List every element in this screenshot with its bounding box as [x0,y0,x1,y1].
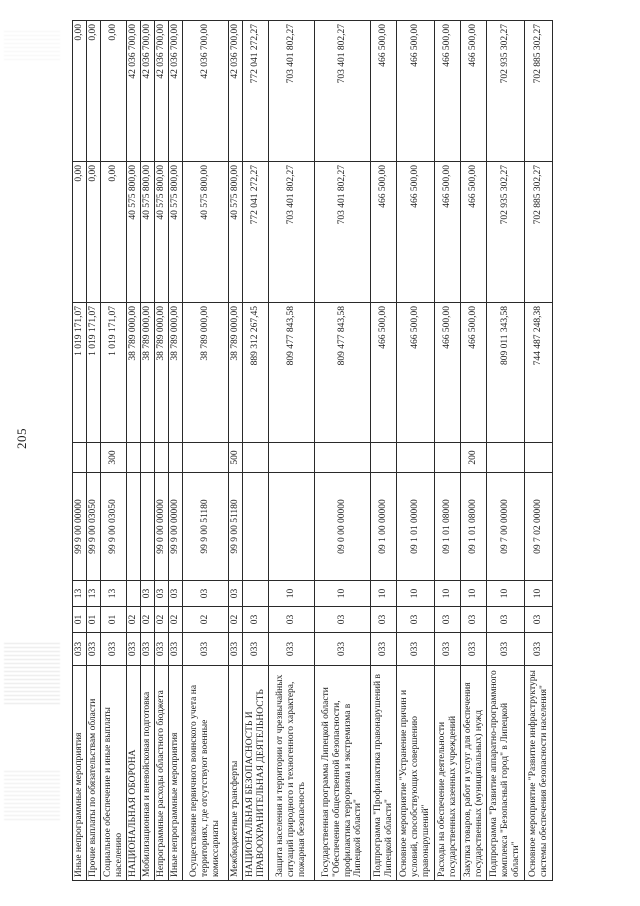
amount-year1-cell: 744 487 248,38 [525,303,553,443]
subsection-code-cell: 10 [315,581,371,607]
subsection-code-cell: 03 [169,581,183,607]
amount-year3-cell: 42 036 700,00 [229,21,243,162]
expense-type-cell [397,443,435,473]
expense-type-cell [87,443,101,473]
expense-type-cell [269,443,315,473]
item-name-cell: Непрограммные расходы областного бюджета [155,666,169,881]
section-code-cell: 03 [461,607,487,633]
amount-year2-cell: 703 401 802,27 [269,162,315,303]
item-name-cell: Подпрограмма "Развитие аппаратно-программного комплекса "Безопасный город" в Липецкой области" [487,666,525,881]
amount-year2-cell: 40 575 800,00 [229,162,243,303]
expense-type-cell [141,443,155,473]
section-code-cell: 02 [155,607,169,633]
item-name-cell: НАЦИОНАЛЬНАЯ ОБОРОНА [127,666,141,881]
amount-year1-cell: 38 789 000,00 [141,303,155,443]
target-article-cell: 09 0 00 00000 [315,473,371,581]
subsection-code-cell: 13 [87,581,101,607]
table-row [169,21,183,881]
amount-year3-cell: 42 036 700,00 [169,21,183,162]
section-code-cell: 03 [243,607,269,633]
target-article-cell [269,473,315,581]
subsection-code-cell: 10 [487,581,525,607]
amount-year3-cell: 466 500,00 [461,21,487,162]
amount-year1-cell: 38 789 000,00 [155,303,169,443]
table-row [141,21,155,881]
table-row [229,21,243,881]
amount-year1-cell: 38 789 000,00 [127,303,141,443]
amount-year2-cell: 40 575 800,00 [169,162,183,303]
amount-year3-cell: 42 036 700,00 [155,21,169,162]
expense-type-cell [155,443,169,473]
subsection-code-cell: 10 [435,581,461,607]
amount-year2-cell: 702 935 302,27 [487,162,525,303]
target-article-cell: 99 9 00 00000 [169,473,183,581]
table-row [155,21,169,881]
ministry-code-cell: 033 [73,633,87,666]
amount-year1-cell: 466 500,00 [461,303,487,443]
ministry-code-cell: 033 [461,633,487,666]
expense-type-cell [243,443,269,473]
amount-year3-cell: 703 401 802,27 [315,21,371,162]
amount-year3-cell: 42 036 700,00 [127,21,141,162]
amount-year2-cell: 40 575 800,00 [141,162,155,303]
amount-year3-cell: 702 935 302,27 [487,21,525,162]
amount-year1-cell: 38 789 000,00 [169,303,183,443]
amount-year2-cell: 703 401 802,27 [315,162,371,303]
amount-year1-cell: 466 500,00 [397,303,435,443]
ministry-code-cell: 033 [101,633,127,666]
ministry-code-cell: 033 [169,633,183,666]
target-article-cell: 09 1 00 00000 [371,473,397,581]
ministry-code-cell: 033 [487,633,525,666]
amount-year3-cell: 466 500,00 [397,21,435,162]
expense-type-cell: 300 [101,443,127,473]
ministry-code-cell: 033 [127,633,141,666]
amount-year2-cell: 0,00 [101,162,127,303]
subsection-code-cell: 03 [183,581,229,607]
target-article-cell: 99 9 00 03050 [87,473,101,581]
subsection-code-cell: 03 [155,581,169,607]
amount-year1-cell: 809 477 843,58 [315,303,371,443]
item-name-cell: Осуществление первичного воинского учета на территориях, где отсутствуют военные комиссариаты [183,666,229,881]
amount-year1-cell: 1 019 171,07 [101,303,127,443]
item-name-cell: Основное мероприятие "Развитие инфраструктуры системы обеспечения безопасности населения" [525,666,553,881]
item-name-cell: Прочие выплаты по обязательствам области [87,666,101,881]
section-code-cell: 02 [127,607,141,633]
section-code-cell: 01 [87,607,101,633]
target-article-cell: 99 9 00 00000 [73,473,87,581]
amount-year3-cell: 772 041 272,27 [243,21,269,162]
subsection-code-cell: 03 [141,581,155,607]
amount-year1-cell: 38 789 000,00 [183,303,229,443]
subsection-code-cell: 13 [101,581,127,607]
expense-type-cell [73,443,87,473]
bleed-through-text [4,770,60,820]
target-article-cell: 09 7 00 00000 [487,473,525,581]
section-code-cell: 03 [371,607,397,633]
subsection-code-cell: 10 [525,581,553,607]
rotated-page-content [72,21,572,881]
table-row [487,21,525,881]
table-row [101,21,127,881]
amount-year1-cell: 809 477 843,58 [269,303,315,443]
amount-year1-cell: 1 019 171,07 [87,303,101,443]
item-name-cell: Мобилизационная и вневойсковая подготовка [141,666,155,881]
amount-year2-cell: 466 500,00 [461,162,487,303]
amount-year2-cell: 40 575 800,00 [155,162,169,303]
target-article-cell: 99 9 00 51180 [229,473,243,581]
target-article-cell [127,473,141,581]
table-row [87,21,101,881]
amount-year2-cell: 772 041 272,27 [243,162,269,303]
amount-year3-cell: 0,00 [101,21,127,162]
item-name-cell: Подпрограмма "Профилактика правонарушений в Липецкой области" [371,666,397,881]
section-code-cell: 03 [269,607,315,633]
item-name-cell: Межбюджетные трансферты [229,666,243,881]
bleed-through-text [4,640,60,704]
ministry-code-cell: 033 [435,633,461,666]
target-article-cell: 09 1 01 08000 [461,473,487,581]
table-row [315,21,371,881]
table-row [269,21,315,881]
ministry-code-cell: 033 [229,633,243,666]
amount-year2-cell: 40 575 800,00 [127,162,141,303]
subsection-code-cell: 10 [371,581,397,607]
expense-type-cell [435,443,461,473]
amount-year2-cell: 40 575 800,00 [183,162,229,303]
amount-year2-cell: 466 500,00 [397,162,435,303]
amount-year2-cell: 0,00 [73,162,87,303]
target-article-cell [243,473,269,581]
item-name-cell: Иные непрограммные мероприятия [73,666,87,881]
amount-year3-cell: 42 036 700,00 [141,21,155,162]
ministry-code-cell: 033 [183,633,229,666]
expense-type-cell [183,443,229,473]
amount-year3-cell: 466 500,00 [371,21,397,162]
subsection-code-cell [243,581,269,607]
amount-year1-cell: 466 500,00 [371,303,397,443]
expense-type-cell [371,443,397,473]
amount-year3-cell: 0,00 [73,21,87,162]
ministry-code-cell: 033 [397,633,435,666]
section-code-cell: 03 [435,607,461,633]
expense-type-cell [127,443,141,473]
expense-type-cell [315,443,371,473]
amount-year1-cell: 38 789 000,00 [229,303,243,443]
expense-type-cell: 200 [461,443,487,473]
item-name-cell: Расходы на обеспечение деятельности государственных казенных учреждений [435,666,461,881]
subsection-code-cell [127,581,141,607]
target-article-cell [141,473,155,581]
subsection-code-cell: 10 [397,581,435,607]
expense-type-cell [525,443,553,473]
item-name-cell: Иные непрограммные мероприятия [169,666,183,881]
item-name-cell: Закупка товаров, работ и услуг для обеспечения государственных (муниципальных) нужд [461,666,487,881]
section-code-cell: 03 [525,607,553,633]
item-name-cell: НАЦИОНАЛЬНАЯ БЕЗОПАСНОСТЬ И ПРАВООХРАНИТЕЛЬНАЯ ДЕЯТЕЛЬНОСТЬ [243,666,269,881]
ministry-code-cell: 033 [371,633,397,666]
item-name-cell: Основное мероприятие "Устранение причин и условий, способствующих совершению правонарушений" [397,666,435,881]
section-code-cell: 02 [229,607,243,633]
subsection-code-cell: 13 [73,581,87,607]
section-code-cell: 03 [487,607,525,633]
item-name-cell: Защита населения и территории от чрезвычайных ситуаций природного и техногенного характера, пожарная безопасность [269,666,315,881]
expense-type-cell [487,443,525,473]
amount-year3-cell: 466 500,00 [435,21,461,162]
section-code-cell: 02 [169,607,183,633]
budget-table [72,20,553,881]
item-name-cell: Социальное обеспечение и иные выплаты населению [101,666,127,881]
amount-year2-cell: 702 885 302,27 [525,162,553,303]
amount-year1-cell: 889 312 267,45 [243,303,269,443]
amount-year3-cell: 702 885 302,27 [525,21,553,162]
subsection-code-cell: 10 [269,581,315,607]
amount-year2-cell: 466 500,00 [435,162,461,303]
ministry-code-cell: 033 [155,633,169,666]
section-code-cell: 02 [141,607,155,633]
target-article-cell: 09 7 02 00000 [525,473,553,581]
amount-year2-cell: 0,00 [87,162,101,303]
table-row [397,21,435,881]
section-code-cell: 01 [73,607,87,633]
section-code-cell: 03 [397,607,435,633]
subsection-code-cell: 03 [229,581,243,607]
target-article-cell: 99 9 00 51180 [183,473,229,581]
ministry-code-cell: 033 [525,633,553,666]
item-name-cell: Государственная программа Липецкой области "Обеспечение общественной безопасности, профилактика терроризма и экстремизма в Липецкой области" [315,666,371,881]
table-row [243,21,269,881]
ministry-code-cell: 033 [269,633,315,666]
table-row [461,21,487,881]
table-row [371,21,397,881]
amount-year3-cell: 703 401 802,27 [269,21,315,162]
bleed-through-text [4,30,60,60]
page-number: 205 [14,428,29,449]
ministry-code-cell: 033 [243,633,269,666]
table-row [127,21,141,881]
expense-type-cell: 500 [229,443,243,473]
target-article-cell: 09 1 01 00000 [397,473,435,581]
table-row [183,21,229,881]
table-row [73,21,87,881]
section-code-cell: 01 [101,607,127,633]
amount-year1-cell: 466 500,00 [435,303,461,443]
ministry-code-cell: 033 [141,633,155,666]
section-code-cell: 02 [183,607,229,633]
section-code-cell: 03 [315,607,371,633]
table-row [435,21,461,881]
subsection-code-cell: 10 [461,581,487,607]
amount-year1-cell: 809 011 343,58 [487,303,525,443]
amount-year2-cell: 466 500,00 [371,162,397,303]
amount-year3-cell: 42 036 700,00 [183,21,229,162]
expense-type-cell [169,443,183,473]
budget-table-body [73,21,553,881]
target-article-cell: 09 1 01 08000 [435,473,461,581]
target-article-cell: 99 0 00 00000 [155,473,169,581]
table-row [525,21,553,881]
target-article-cell: 99 9 00 03050 [101,473,127,581]
amount-year3-cell: 0,00 [87,21,101,162]
ministry-code-cell: 033 [315,633,371,666]
ministry-code-cell: 033 [87,633,101,666]
amount-year1-cell: 1 019 171,07 [73,303,87,443]
